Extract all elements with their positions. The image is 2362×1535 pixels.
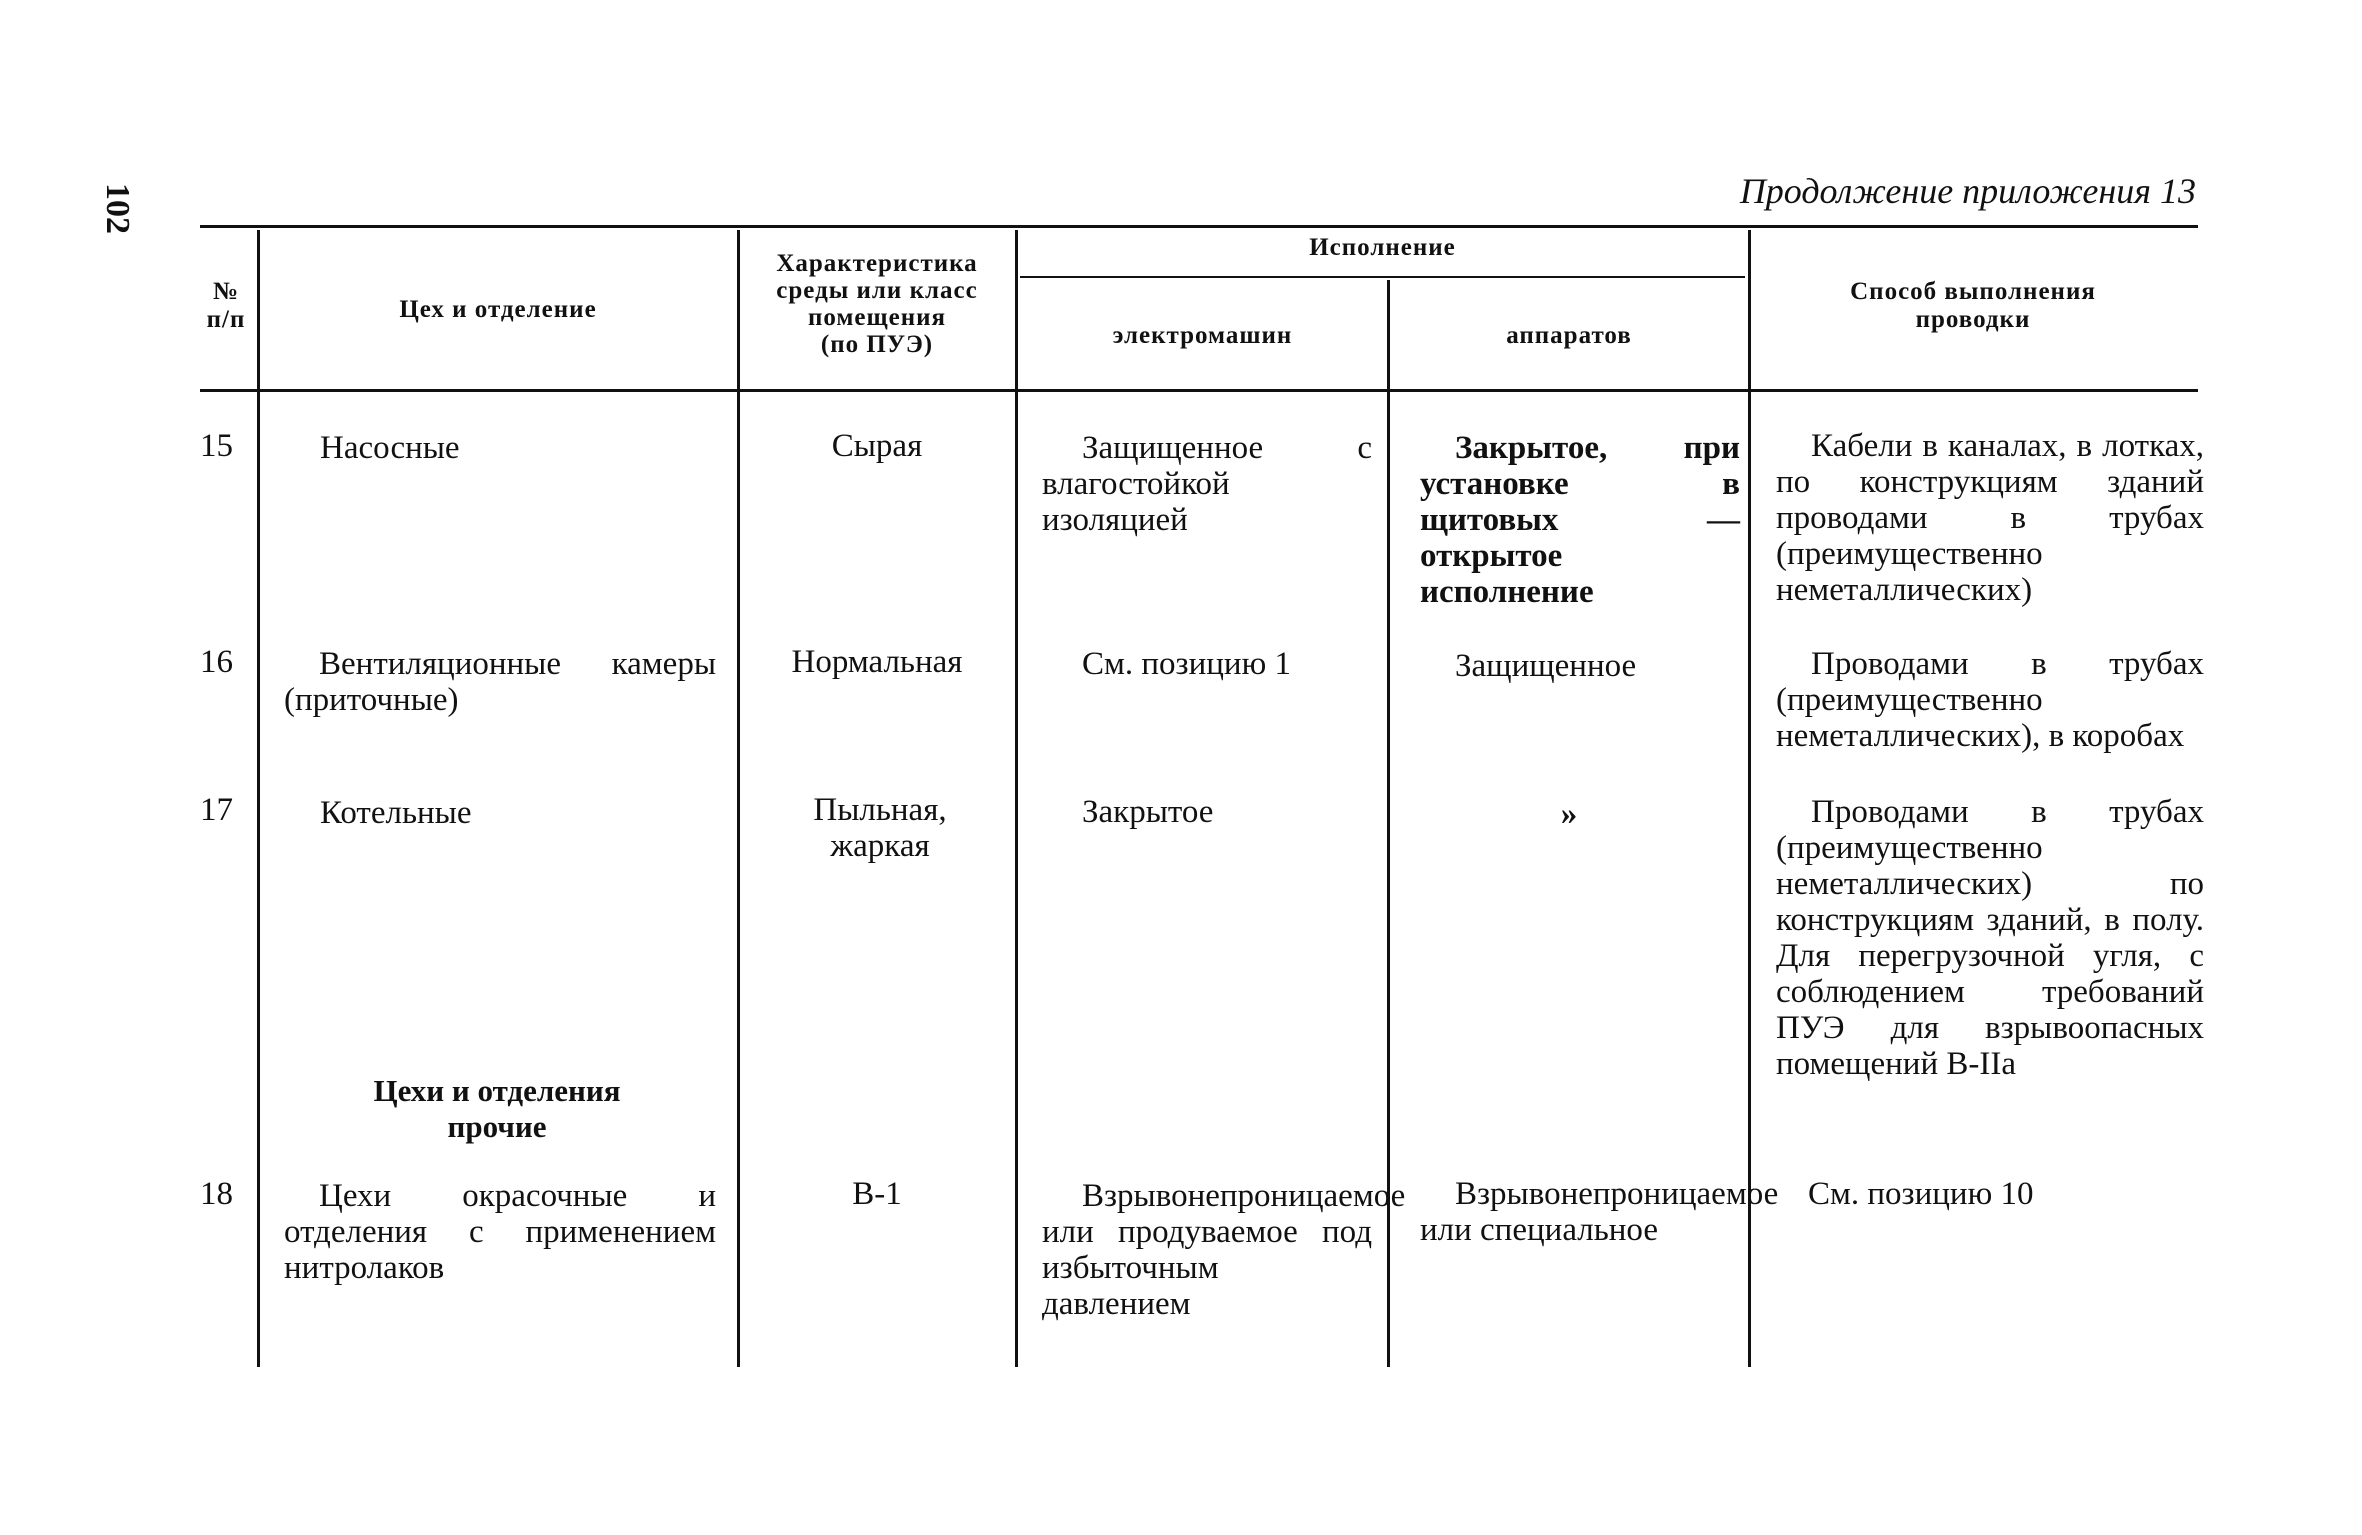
- row-number: 18: [200, 1176, 233, 1212]
- machines-cell: Защищенное с влагостойкой изоляцией: [1042, 430, 1372, 538]
- shop-cell: Котельные: [320, 795, 472, 831]
- devices-cell: Закрытое, при установке в щитовых — открытое исполнение: [1420, 430, 1740, 610]
- environment-cell: В-1: [852, 1176, 902, 1212]
- shop-cell: Цехи окрасочные и отделения с применением нитролаков: [284, 1178, 716, 1286]
- page-number: 102: [99, 183, 136, 234]
- execution-subheader-rule: [1020, 276, 1745, 278]
- machines-cell: Взрывонепроницаемое или продуваемое под избыточным давлением: [1042, 1178, 1406, 1322]
- header-machines: электромашин: [1112, 322, 1293, 349]
- environment-cell: Пыльная, жаркая: [813, 792, 947, 864]
- machines-cell: Закрытое: [1082, 794, 1214, 830]
- column-divider-1: [257, 230, 260, 1367]
- section-heading: Цехи и отделения прочие: [373, 1073, 621, 1144]
- header-bottom-rule: [200, 389, 2198, 392]
- row-number: 16: [200, 644, 233, 680]
- environment-cell: Нормальная: [791, 644, 963, 680]
- header-execution: Исполнение: [1309, 234, 1456, 261]
- header-environment: Характеристика среды или класс помещения (по ПУЭ): [776, 250, 978, 358]
- continuation-title: Продолжение приложения 13: [1739, 171, 2196, 211]
- column-divider-3: [1015, 230, 1018, 1367]
- column-divider-2: [737, 230, 740, 1367]
- wiring-cell: См. позицию 10: [1808, 1176, 2034, 1212]
- table-top-rule: [200, 225, 2198, 228]
- row-number: 15: [200, 428, 233, 464]
- wiring-cell: Кабели в каналах, в лотках, по конструкциям зданий проводами в трубах (преимущественно неметаллических): [1776, 428, 2204, 608]
- header-devices: аппаратов: [1506, 322, 1632, 349]
- devices-cell: »: [1560, 796, 1578, 832]
- machines-cell: См. позицию 1: [1082, 646, 1291, 682]
- row-number: 17: [200, 792, 233, 828]
- header-shop: Цех и отделение: [399, 296, 597, 323]
- header-wiring: Способ выполнения проводки: [1850, 278, 2096, 333]
- wiring-cell: Проводами в трубах (преимущественно неметаллических), в коробах: [1776, 646, 2204, 754]
- shop-cell: Вентиляционные камеры (приточные): [284, 646, 716, 718]
- devices-cell: Взрывонепроницаемое или специальное: [1420, 1176, 1779, 1248]
- shop-cell: Насосные: [320, 430, 460, 466]
- header-number: № п/п: [206, 278, 246, 333]
- devices-cell: Защищенное: [1455, 648, 1637, 684]
- wiring-cell: Проводами в трубах (преимущественно неметаллических) по конструкциям зданий, в полу. Для перегрузочной угля, с соблюдением требований ПУЭ для взрывоопасных помещений В-IIа: [1776, 794, 2204, 1082]
- environment-cell: Сырая: [831, 428, 923, 464]
